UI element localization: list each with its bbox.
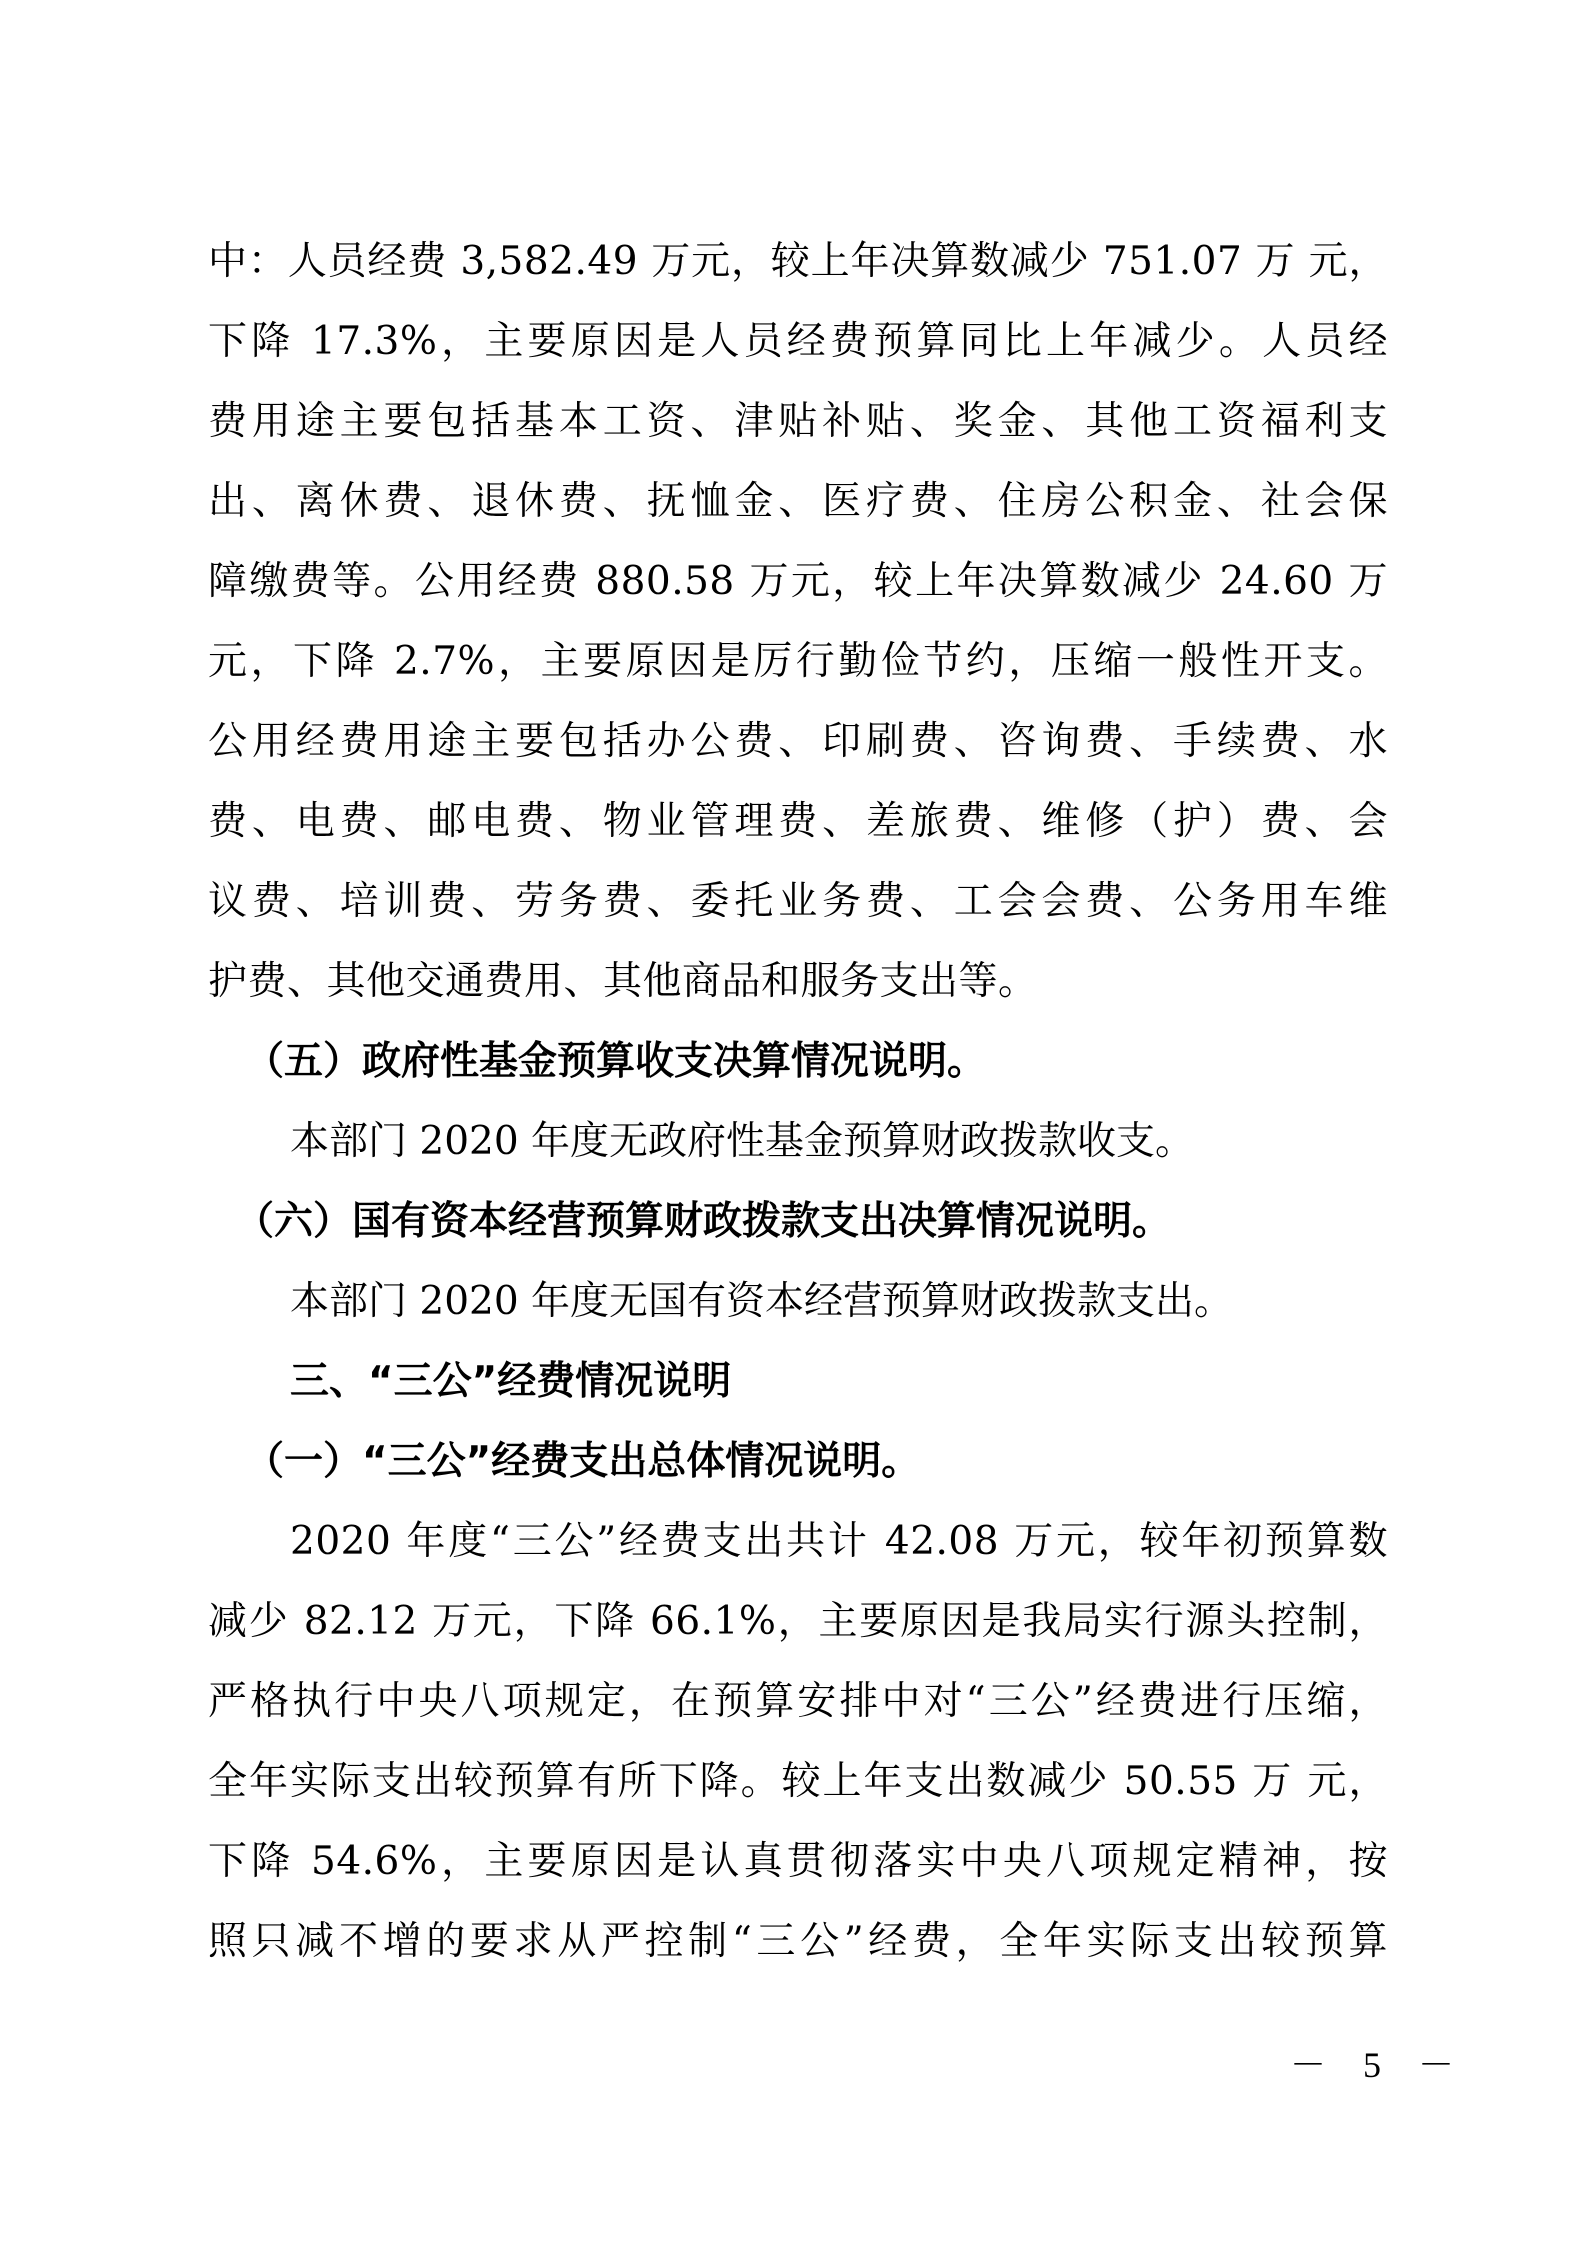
part-3-heading: 三、“三公”经费情况说明 bbox=[290, 1359, 732, 1404]
body-text-line: 费用途主要包括基本工资、津贴补贴、奖金、其他工资福利支 bbox=[208, 399, 1388, 444]
body-text-line: 2020 年度“三公”经费支出共计 42.08 万元，较年初预算数 bbox=[290, 1519, 1388, 1564]
body-text-line: 费、电费、邮电费、物业管理费、差旅费、维修（护）费、会 bbox=[208, 799, 1388, 844]
body-text-line: 照只减不增的要求从严控制“三公”经费，全年实际支出较预算 bbox=[208, 1919, 1388, 1964]
body-text-line: 中：人员经费 3,582.49 万元，较上年决算数减少 751.07 万 元， bbox=[208, 239, 1388, 284]
body-text-line: 全年实际支出较预算有所下降。较上年支出数减少 50.55 万 元， bbox=[208, 1759, 1388, 1804]
section-6-heading: （六）国有资本经营预算财政拨款支出决算情况说明。 bbox=[235, 1199, 1172, 1244]
body-text-line: 护费、其他交通费用、其他商品和服务支出等。 bbox=[208, 959, 1038, 1004]
body-text-line: 元，下降 2.7%，主要原因是厉行勤俭节约，压缩一般性开支。 bbox=[208, 639, 1388, 684]
body-text-line: 减少 82.12 万元，下降 66.1%，主要原因是我局实行源头控制， bbox=[208, 1599, 1388, 1644]
body-text-line: 议费、培训费、劳务费、委托业务费、工会会费、公务用车维 bbox=[208, 879, 1388, 924]
section-6-body: 本部门 2020 年度无国有资本经营预算财政拨款支出。 bbox=[290, 1279, 1234, 1324]
section-5-body: 本部门 2020 年度无政府性基金预算财政拨款收支。 bbox=[290, 1119, 1195, 1164]
body-text-line: 严格执行中央八项规定，在预算安排中对“三公”经费进行压缩， bbox=[208, 1679, 1388, 1724]
part-3-sub1-heading: （一）“三公”经费支出总体情况说明。 bbox=[245, 1439, 921, 1484]
body-text-line: 下降 17.3%，主要原因是人员经费预算同比上年减少。人员经 bbox=[208, 319, 1388, 364]
page-number: － 5 － bbox=[1290, 2045, 1469, 2085]
body-text-line: 公用经费用途主要包括办公费、印刷费、咨询费、手续费、水 bbox=[208, 719, 1388, 764]
body-text-line: 障缴费等。公用经费 880.58 万元，较上年决算数减少 24.60 万 bbox=[208, 559, 1388, 604]
section-5-heading: （五）政府性基金预算收支决算情况说明。 bbox=[245, 1039, 987, 1084]
body-text-line: 下降 54.6%，主要原因是认真贯彻落实中央八项规定精神，按 bbox=[208, 1839, 1388, 1884]
body-text-line: 出、离休费、退休费、抚恤金、医疗费、住房公积金、社会保 bbox=[208, 479, 1388, 524]
